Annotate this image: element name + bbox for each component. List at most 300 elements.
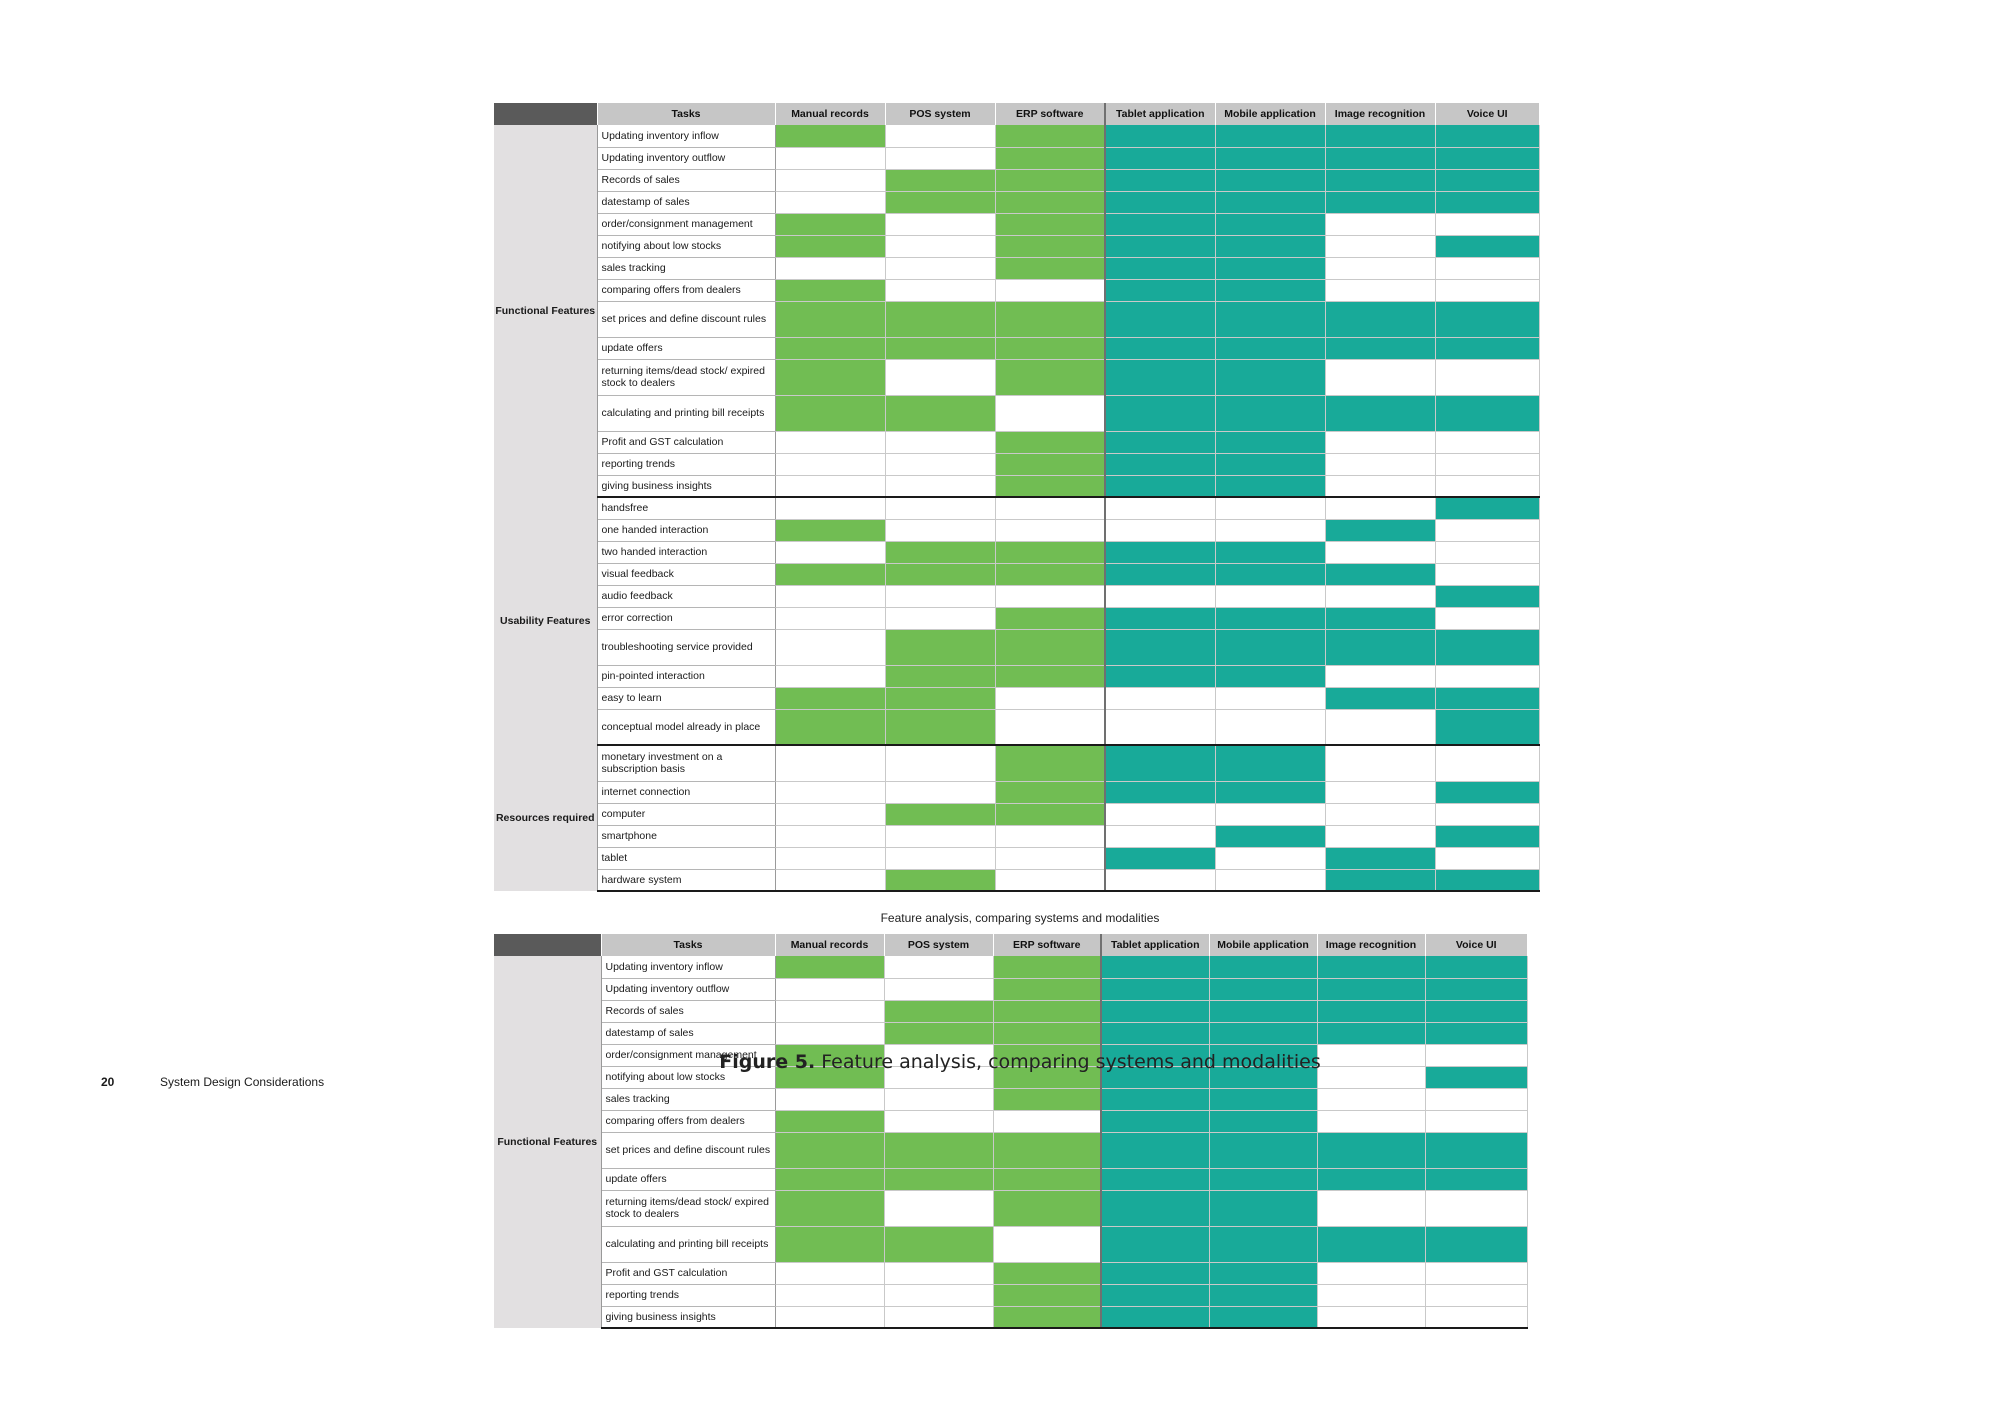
feature-cell-supported — [1435, 709, 1539, 745]
task-label: handsfree — [597, 497, 775, 519]
table-row — [494, 687, 1539, 709]
feature-cell-supported — [1101, 1088, 1209, 1110]
feature-cell-empty — [1317, 1306, 1425, 1328]
table-row — [494, 147, 1539, 169]
feature-cell-empty — [1317, 1110, 1425, 1132]
task-label: Updating inventory inflow — [597, 125, 775, 147]
feature-cell-empty — [885, 125, 995, 147]
task-label: order/consignment management — [601, 1044, 775, 1066]
feature-cell-empty — [885, 497, 995, 519]
feature-cell-empty — [1325, 475, 1435, 497]
feature-cell-empty — [1435, 257, 1539, 279]
table-row — [494, 541, 1539, 563]
feature-cell-empty — [1435, 213, 1539, 235]
group-label: Functional Features — [494, 956, 601, 1328]
table-row — [494, 745, 1539, 781]
feature-cell-empty — [885, 213, 995, 235]
feature-cell-empty — [885, 475, 995, 497]
table-row — [494, 475, 1539, 497]
feature-cell-empty — [1325, 279, 1435, 301]
feature-cell-empty — [1105, 803, 1215, 825]
feature-cell-supported — [1435, 125, 1539, 147]
column-header: Mobile application — [1215, 103, 1325, 125]
feature-cell-supported — [1215, 169, 1325, 191]
feature-cell-supported — [1105, 395, 1215, 431]
feature-cell-supported — [1209, 1110, 1317, 1132]
feature-cell-empty — [1325, 359, 1435, 395]
feature-cell-supported — [1425, 978, 1527, 1000]
feature-cell-empty — [1317, 1262, 1425, 1284]
feature-cell-empty — [1325, 235, 1435, 257]
feature-cell-supported — [1105, 745, 1215, 781]
task-label: hardware system — [597, 869, 775, 891]
feature-cell-supported — [775, 125, 885, 147]
figure-caption — [640, 1051, 1400, 1073]
column-header: Image recognition — [1317, 934, 1425, 956]
feature-cell-supported — [995, 257, 1105, 279]
feature-cell-supported — [884, 1000, 993, 1022]
feature-cell-empty — [995, 709, 1105, 745]
feature-cell-supported — [1435, 301, 1539, 337]
feature-cell-empty — [1325, 803, 1435, 825]
task-label: calculating and printing bill receipts — [601, 1226, 775, 1262]
feature-table — [494, 103, 1540, 892]
feature-cell-supported — [1215, 629, 1325, 665]
feature-cell-empty — [885, 847, 995, 869]
task-label: comparing offers from dealers — [601, 1110, 775, 1132]
table-row — [494, 803, 1539, 825]
feature-cell-supported — [995, 453, 1105, 475]
feature-cell-empty — [775, 629, 885, 665]
feature-cell-empty — [1425, 1088, 1527, 1110]
feature-cell-empty — [775, 803, 885, 825]
feature-cell-empty — [884, 1110, 993, 1132]
feature-cell-empty — [1325, 431, 1435, 453]
header-corner — [494, 934, 601, 956]
group-label: Functional Features — [494, 125, 597, 497]
feature-cell-supported — [1105, 781, 1215, 803]
feature-cell-supported — [1209, 1132, 1317, 1168]
table-row — [494, 1284, 1527, 1306]
group-label: Resources required — [494, 745, 597, 891]
table-row — [494, 431, 1539, 453]
feature-cell-supported — [1215, 781, 1325, 803]
table-row — [494, 519, 1539, 541]
table-row — [494, 1022, 1527, 1044]
task-label: monetary investment on a subscription basis — [597, 745, 775, 781]
feature-cell-supported — [1105, 337, 1215, 359]
task-label: conceptual model already in place — [597, 709, 775, 745]
feature-cell-supported — [1215, 301, 1325, 337]
feature-cell-supported — [775, 301, 885, 337]
feature-cell-supported — [1101, 1284, 1209, 1306]
feature-cell-empty — [1435, 607, 1539, 629]
table-row — [494, 1088, 1527, 1110]
feature-cell-empty — [775, 169, 885, 191]
feature-cell-supported — [1317, 1132, 1425, 1168]
feature-cell-empty — [1325, 541, 1435, 563]
feature-cell-empty — [1317, 1284, 1425, 1306]
feature-cell-supported — [1435, 687, 1539, 709]
feature-cell-empty — [885, 235, 995, 257]
feature-cell-supported — [1215, 191, 1325, 213]
task-label: notifying about low stocks — [597, 235, 775, 257]
feature-cell-empty — [1215, 585, 1325, 607]
column-header: Mobile application — [1209, 934, 1317, 956]
feature-cell-supported — [885, 687, 995, 709]
feature-cell-supported — [1215, 125, 1325, 147]
feature-cell-empty — [775, 1000, 884, 1022]
table-row — [494, 191, 1539, 213]
feature-cell-empty — [775, 257, 885, 279]
feature-cell-supported — [1325, 519, 1435, 541]
feature-cell-empty — [775, 869, 885, 891]
feature-cell-supported — [1435, 395, 1539, 431]
feature-cell-supported — [993, 1306, 1101, 1328]
task-label: pin-pointed interaction — [597, 665, 775, 687]
feature-cell-empty — [1435, 431, 1539, 453]
feature-cell-supported — [1435, 147, 1539, 169]
table-row — [494, 1262, 1527, 1284]
feature-cell-supported — [995, 125, 1105, 147]
feature-cell-supported — [993, 978, 1101, 1000]
feature-cell-supported — [1425, 1168, 1527, 1190]
feature-cell-empty — [1435, 359, 1539, 395]
column-header: Voice UI — [1425, 934, 1527, 956]
task-label: update offers — [597, 337, 775, 359]
task-label: set prices and define discount rules — [601, 1132, 775, 1168]
task-label: datestamp of sales — [597, 191, 775, 213]
feature-cell-supported — [1325, 191, 1435, 213]
feature-cell-empty — [1325, 745, 1435, 781]
table-row — [494, 869, 1539, 891]
feature-cell-empty — [1317, 1088, 1425, 1110]
table-row — [494, 169, 1539, 191]
feature-cell-supported — [884, 1132, 993, 1168]
feature-cell-supported — [995, 475, 1105, 497]
feature-cell-supported — [1325, 147, 1435, 169]
feature-cell-empty — [995, 687, 1105, 709]
feature-cell-supported — [1435, 869, 1539, 891]
feature-cell-empty — [1105, 497, 1215, 519]
feature-cell-supported — [1209, 1022, 1317, 1044]
feature-cell-empty — [885, 607, 995, 629]
feature-cell-empty — [1325, 453, 1435, 475]
table-row — [494, 1306, 1527, 1328]
feature-cell-supported — [1215, 563, 1325, 585]
feature-cell-supported — [775, 1190, 884, 1226]
feature-cell-empty — [1425, 1110, 1527, 1132]
feature-cell-empty — [993, 1226, 1101, 1262]
feature-cell-empty — [1215, 709, 1325, 745]
feature-cell-empty — [775, 191, 885, 213]
feature-cell-supported — [1209, 956, 1317, 978]
feature-cell-empty — [884, 1190, 993, 1226]
feature-cell-supported — [1325, 629, 1435, 665]
table-row — [494, 1168, 1527, 1190]
feature-cell-supported — [1325, 395, 1435, 431]
feature-cell-supported — [1215, 453, 1325, 475]
task-label: comparing offers from dealers — [597, 279, 775, 301]
feature-cell-supported — [1215, 147, 1325, 169]
task-label: giving business insights — [597, 475, 775, 497]
figure-label: Figure 5. — [719, 1051, 816, 1073]
feature-cell-supported — [1209, 1190, 1317, 1226]
feature-cell-empty — [1215, 847, 1325, 869]
task-label: two handed interaction — [597, 541, 775, 563]
feature-cell-empty — [1105, 519, 1215, 541]
feature-cell-supported — [993, 1262, 1101, 1284]
feature-cell-supported — [995, 235, 1105, 257]
feature-cell-empty — [1325, 497, 1435, 519]
feature-cell-supported — [995, 431, 1105, 453]
feature-cell-supported — [1101, 1000, 1209, 1022]
feature-cell-empty — [1435, 453, 1539, 475]
feature-cell-supported — [1425, 1066, 1527, 1088]
table-row — [494, 665, 1539, 687]
feature-cell-supported — [1215, 337, 1325, 359]
feature-cell-supported — [1105, 125, 1215, 147]
feature-cell-empty — [1105, 687, 1215, 709]
feature-cell-supported — [885, 395, 995, 431]
feature-cell-supported — [885, 869, 995, 891]
table-row — [494, 359, 1539, 395]
task-label: Records of sales — [597, 169, 775, 191]
feature-cell-supported — [1215, 279, 1325, 301]
feature-cell-supported — [1317, 1168, 1425, 1190]
feature-cell-supported — [995, 665, 1105, 687]
feature-cell-empty — [775, 1262, 884, 1284]
task-label: easy to learn — [597, 687, 775, 709]
feature-cell-supported — [1435, 781, 1539, 803]
task-label: Records of sales — [601, 1000, 775, 1022]
feature-cell-empty — [775, 825, 885, 847]
table-row — [494, 1132, 1527, 1168]
feature-cell-supported — [1325, 869, 1435, 891]
task-label: set prices and define discount rules — [597, 301, 775, 337]
feature-cell-supported — [885, 629, 995, 665]
feature-cell-supported — [993, 956, 1101, 978]
column-header: Tablet application — [1105, 103, 1215, 125]
feature-cell-supported — [885, 563, 995, 585]
feature-cell-empty — [995, 497, 1105, 519]
feature-cell-supported — [1215, 431, 1325, 453]
feature-cell-supported — [1101, 1022, 1209, 1044]
table-row — [494, 1000, 1527, 1022]
task-label: audio feedback — [597, 585, 775, 607]
table-row — [494, 847, 1539, 869]
feature-cell-supported — [1209, 1226, 1317, 1262]
task-label: Updating inventory inflow — [601, 956, 775, 978]
feature-cell-empty — [1325, 665, 1435, 687]
feature-cell-supported — [775, 213, 885, 235]
feature-cell-empty — [1435, 563, 1539, 585]
feature-cell-empty — [775, 497, 885, 519]
feature-cell-empty — [1435, 665, 1539, 687]
feature-cell-empty — [1425, 1306, 1527, 1328]
feature-cell-empty — [775, 665, 885, 687]
feature-cell-empty — [1425, 1262, 1527, 1284]
feature-cell-supported — [995, 781, 1105, 803]
feature-cell-supported — [993, 1168, 1101, 1190]
feature-cell-supported — [1435, 191, 1539, 213]
feature-cell-supported — [1105, 359, 1215, 395]
feature-cell-supported — [1105, 147, 1215, 169]
feature-cell-supported — [1325, 607, 1435, 629]
table-row — [494, 781, 1539, 803]
feature-cell-supported — [1101, 956, 1209, 978]
feature-cell-empty — [775, 147, 885, 169]
table-row — [494, 978, 1527, 1000]
feature-cell-supported — [995, 359, 1105, 395]
feature-cell-supported — [1101, 1190, 1209, 1226]
feature-cell-supported — [884, 1022, 993, 1044]
feature-cell-supported — [885, 169, 995, 191]
feature-cell-supported — [885, 301, 995, 337]
feature-cell-supported — [995, 191, 1105, 213]
feature-cell-empty — [1215, 803, 1325, 825]
feature-cell-empty — [775, 1088, 884, 1110]
table-row — [494, 956, 1527, 978]
feature-cell-supported — [775, 337, 885, 359]
feature-cell-supported — [1425, 1226, 1527, 1262]
task-label: computer — [597, 803, 775, 825]
table-row — [494, 585, 1539, 607]
feature-cell-empty — [775, 1284, 884, 1306]
feature-cell-supported — [775, 687, 885, 709]
column-header: POS system — [885, 103, 995, 125]
feature-cell-supported — [1105, 607, 1215, 629]
feature-cell-supported — [995, 169, 1105, 191]
task-label: error correction — [597, 607, 775, 629]
table-row — [494, 1110, 1527, 1132]
feature-cell-empty — [1317, 1190, 1425, 1226]
feature-cell-supported — [1435, 585, 1539, 607]
feature-cell-supported — [993, 1284, 1101, 1306]
table-row — [494, 213, 1539, 235]
feature-cell-empty — [775, 781, 885, 803]
feature-cell-empty — [1435, 803, 1539, 825]
task-label: smartphone — [597, 825, 775, 847]
feature-cell-supported — [995, 147, 1105, 169]
feature-table-partial — [494, 934, 1528, 1329]
feature-cell-supported — [1425, 1132, 1527, 1168]
feature-cell-empty — [1425, 1044, 1527, 1066]
column-header: POS system — [884, 934, 993, 956]
feature-cell-supported — [1325, 563, 1435, 585]
table-row — [494, 125, 1539, 147]
feature-cell-supported — [1215, 359, 1325, 395]
feature-cell-empty — [885, 147, 995, 169]
feature-cell-supported — [1435, 629, 1539, 665]
feature-cell-supported — [995, 563, 1105, 585]
feature-cell-empty — [884, 956, 993, 978]
task-label: calculating and printing bill receipts — [597, 395, 775, 431]
feature-cell-supported — [1215, 235, 1325, 257]
feature-cell-supported — [1325, 337, 1435, 359]
feature-cell-empty — [884, 1088, 993, 1110]
feature-cell-supported — [775, 956, 884, 978]
task-label: reporting trends — [597, 453, 775, 475]
feature-cell-empty — [1425, 1190, 1527, 1226]
feature-cell-supported — [1209, 1262, 1317, 1284]
feature-cell-supported — [993, 1000, 1101, 1022]
feature-cell-empty — [1435, 279, 1539, 301]
feature-cell-empty — [993, 1110, 1101, 1132]
feature-cell-supported — [1105, 847, 1215, 869]
feature-cell-empty — [884, 1284, 993, 1306]
feature-cell-supported — [1105, 629, 1215, 665]
feature-cell-supported — [775, 1110, 884, 1132]
table-row — [494, 825, 1539, 847]
feature-cell-supported — [1209, 978, 1317, 1000]
feature-cell-supported — [885, 191, 995, 213]
column-header: Tasks — [601, 934, 775, 956]
feature-cell-supported — [995, 607, 1105, 629]
feature-cell-supported — [885, 803, 995, 825]
feature-cell-supported — [993, 1132, 1101, 1168]
feature-cell-supported — [1105, 191, 1215, 213]
feature-cell-supported — [775, 279, 885, 301]
feature-cell-supported — [885, 665, 995, 687]
feature-cell-supported — [1101, 1132, 1209, 1168]
feature-cell-empty — [995, 519, 1105, 541]
feature-cell-empty — [775, 1022, 884, 1044]
task-label: giving business insights — [601, 1306, 775, 1328]
task-label: datestamp of sales — [601, 1022, 775, 1044]
feature-cell-supported — [1105, 453, 1215, 475]
feature-cell-empty — [1215, 519, 1325, 541]
feature-cell-supported — [1209, 1000, 1317, 1022]
feature-cell-supported — [885, 709, 995, 745]
feature-cell-empty — [775, 585, 885, 607]
feature-cell-supported — [1325, 687, 1435, 709]
feature-cell-supported — [993, 1022, 1101, 1044]
feature-cell-empty — [885, 745, 995, 781]
feature-cell-empty — [1325, 213, 1435, 235]
column-header: Tasks — [597, 103, 775, 125]
feature-cell-supported — [995, 541, 1105, 563]
feature-cell-supported — [884, 1226, 993, 1262]
feature-cell-supported — [1101, 1306, 1209, 1328]
feature-cell-supported — [1209, 1088, 1317, 1110]
feature-cell-supported — [1101, 1262, 1209, 1284]
feature-cell-supported — [1215, 475, 1325, 497]
feature-cell-supported — [1105, 541, 1215, 563]
feature-cell-supported — [995, 301, 1105, 337]
column-header: Manual records — [775, 934, 884, 956]
task-label: Profit and GST calculation — [601, 1262, 775, 1284]
feature-cell-supported — [993, 1088, 1101, 1110]
feature-cell-empty — [885, 519, 995, 541]
feature-cell-empty — [1325, 825, 1435, 847]
feature-cell-empty — [1105, 869, 1215, 891]
feature-cell-supported — [775, 235, 885, 257]
feature-cell-supported — [1317, 956, 1425, 978]
task-label: troubleshooting service provided — [597, 629, 775, 665]
task-label: sales tracking — [601, 1088, 775, 1110]
feature-cell-empty — [995, 825, 1105, 847]
feature-cell-empty — [995, 585, 1105, 607]
feature-cell-supported — [1101, 1226, 1209, 1262]
feature-cell-empty — [995, 279, 1105, 301]
feature-cell-supported — [1215, 213, 1325, 235]
task-label: returning items/dead stock/ expired stock to dealers — [601, 1190, 775, 1226]
feature-cell-empty — [995, 869, 1105, 891]
feature-cell-supported — [775, 359, 885, 395]
feature-cell-supported — [1215, 541, 1325, 563]
feature-cell-empty — [885, 359, 995, 395]
